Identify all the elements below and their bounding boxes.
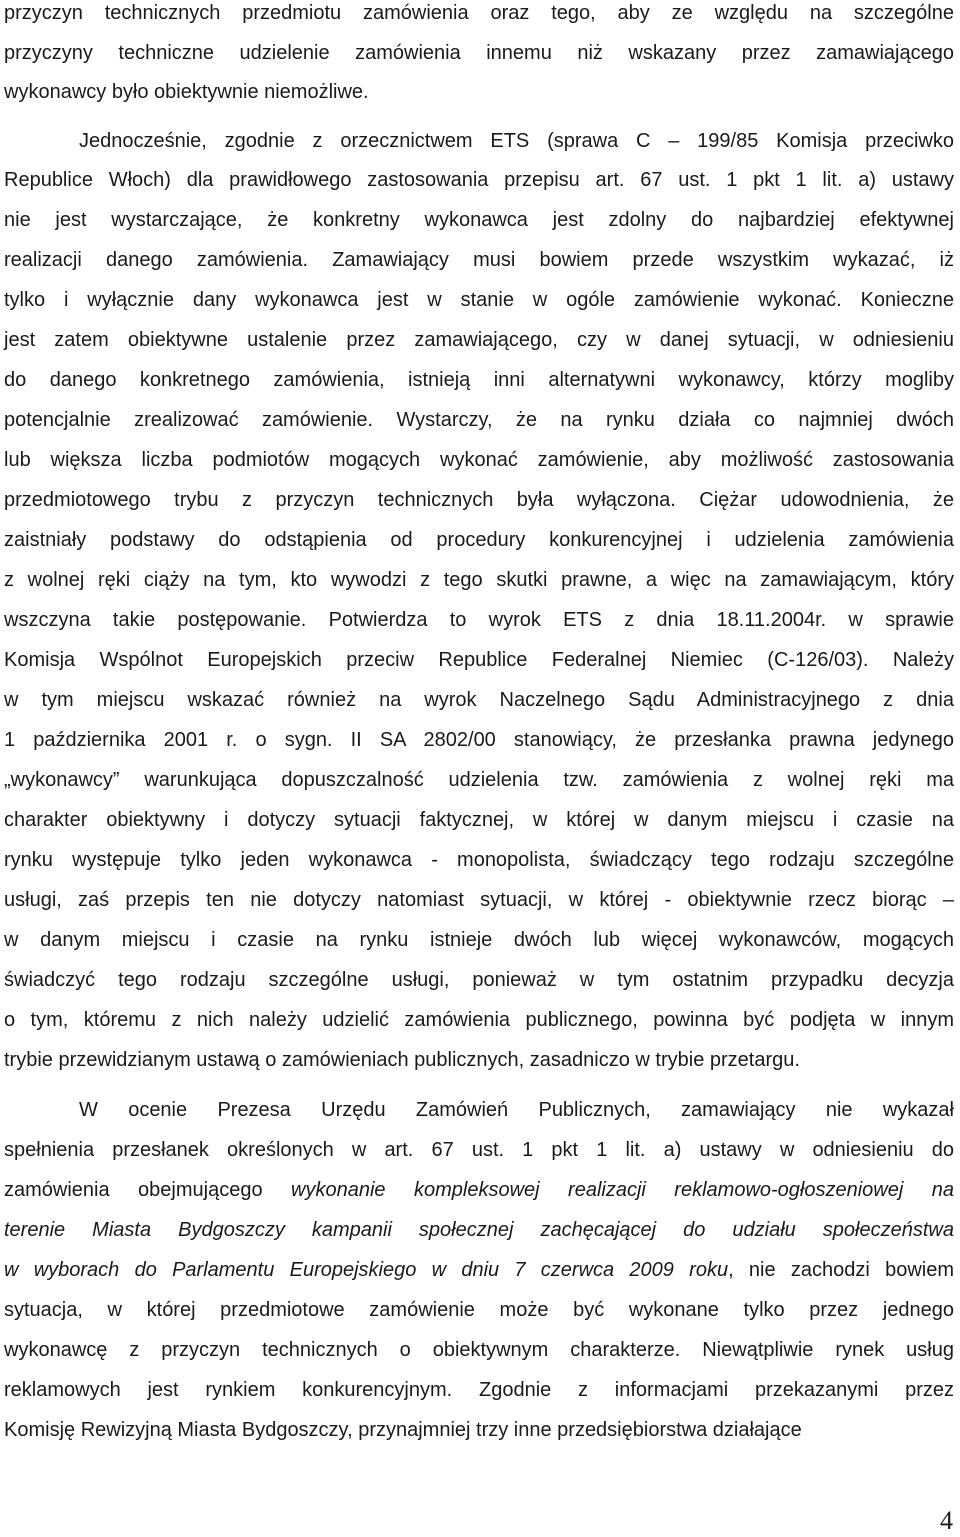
text-segment: nie jest wystarczające, że konkretny wykonawca jest zdolny do najbardziej efektywnej bbox=[4, 209, 954, 231]
text-segment: wszczyna takie postępowanie. Potwierdza to wyrok ETS z dnia 18.11.2004r. w sprawie bbox=[4, 609, 954, 631]
text-line bbox=[4, 167, 954, 193]
text-line bbox=[4, 327, 954, 353]
text-segment: zamówienia obejmującego bbox=[4, 1179, 292, 1201]
text-segment: Komisja Wspólnot Europejskich przeciw Republice Federalnej Niemiec (C-126/03). Należy bbox=[4, 649, 954, 671]
italic-text-segment: w wyborach do Parlamentu Europejskiego w dniu 7 czerwca 2009 roku bbox=[4, 1259, 729, 1281]
text-segment: świadczyć tego rodzaju szczególne usługi, ponieważ w tym ostatnim przypadku decyzja bbox=[4, 969, 954, 991]
text-line bbox=[4, 607, 954, 633]
text-segment: spełnienia przesłanek określonych w art. 67 ust. 1 pkt 1 lit. a) ustawy w odniesieniu do bbox=[4, 1139, 954, 1161]
text-segment: o tym, któremu z nich należy udzielić zamówienia publicznego, powinna być podjęta w innym bbox=[4, 1009, 954, 1031]
text-segment: 1 października 2001 r. o sygn. II SA 2802/00 stanowiący, że przesłanka prawna jedynego bbox=[4, 729, 954, 751]
text-line bbox=[4, 1047, 954, 1073]
text-line bbox=[4, 807, 954, 833]
text-segment: potencjalnie zrealizować zamówienie. Wystarczy, że na rynku działa co najmniej dwóch bbox=[4, 409, 954, 431]
text-segment: w danym miejscu i czasie na rynku istnieje dwóch lub więcej wykonawców, mogących bbox=[4, 929, 954, 951]
text-line bbox=[4, 527, 954, 553]
text-segment: lub większa liczba podmiotów mogących wykonać zamówienie, aby możliwość zastosowania bbox=[4, 449, 954, 471]
text-line bbox=[4, 1337, 954, 1363]
text-line bbox=[4, 967, 954, 993]
text-segment: do danego konkretnego zamówienia, istnieją inni alternatywni wykonawcy, którzy mogliby bbox=[4, 369, 954, 391]
text-line bbox=[4, 687, 954, 713]
text-line bbox=[4, 567, 954, 593]
text-segment: wykonawcy było obiektywnie niemożliwe. bbox=[4, 81, 369, 103]
text-line bbox=[4, 1007, 954, 1033]
text-line bbox=[4, 40, 954, 66]
text-segment: przyczyn technicznych przedmiotu zamówienia oraz tego, aby ze względu na szczególne bbox=[4, 2, 954, 24]
text-line bbox=[79, 128, 954, 154]
text-segment: jest zatem obiektywne ustalenie przez zamawiającego, czy w danej sytuacji, w odniesieniu bbox=[4, 329, 954, 351]
text-line bbox=[4, 447, 954, 473]
text-segment: „wykonawcy” warunkująca dopuszczalność udzielenia tzw. zamówienia z wolnej ręki ma bbox=[4, 769, 954, 791]
text-segment: realizacji danego zamówienia. Zamawiający musi bowiem przede wszystkim wykazać, iż bbox=[4, 249, 954, 271]
page-number: 4 bbox=[940, 1506, 953, 1535]
italic-text-segment: wykonanie kompleksowej realizacji reklamowo-ogłoszeniowej na bbox=[291, 1179, 954, 1201]
text-segment: Republice Włoch) dla prawidłowego zastosowania przepisu art. 67 ust. 1 pkt 1 lit. a) ustawy bbox=[4, 169, 954, 191]
text-line bbox=[4, 0, 954, 26]
text-line bbox=[4, 767, 954, 793]
text-line bbox=[4, 407, 954, 433]
text-segment: przyczyny techniczne udzielenie zamówienia innemu niż wskazany przez zamawiającego bbox=[4, 42, 954, 64]
text-segment: usługi, zaś przepis ten nie dotyczy natomiast sytuacji, w której - obiektywnie rzecz biorąc – bbox=[4, 889, 954, 911]
text-line bbox=[4, 847, 954, 873]
text-line bbox=[4, 1297, 954, 1323]
text-segment: W ocenie Prezesa Urzędu Zamówień Publicznych, zamawiający nie wykazał bbox=[79, 1099, 954, 1121]
text-line bbox=[4, 727, 954, 753]
text-line bbox=[4, 487, 954, 513]
text-line bbox=[4, 1217, 954, 1243]
text-line bbox=[4, 927, 954, 953]
text-segment: charakter obiektywny i dotyczy sytuacji faktycznej, w której w danym miejscu i czasie na bbox=[4, 809, 954, 831]
text-segment: z wolnej ręki ciąży na tym, kto wywodzi z tego skutki prawne, a więc na zamawiającym, który bbox=[4, 569, 954, 591]
text-segment: reklamowych jest rynkiem konkurencyjnym. Zgodnie z informacjami przekazanymi przez bbox=[4, 1379, 954, 1401]
text-segment: trybie przewidzianym ustawą o zamówieniach publicznych, zasadniczo w trybie przetargu. bbox=[4, 1049, 800, 1071]
text-segment: przedmiotowego trybu z przyczyn technicznych była wyłączona. Ciężar udowodnienia, że bbox=[4, 489, 954, 511]
text-line bbox=[4, 247, 954, 273]
text-line bbox=[4, 1257, 954, 1283]
text-segment: , nie zachodzi bowiem bbox=[728, 1259, 954, 1281]
text-segment: Jednocześnie, zgodnie z orzecznictwem ETS (sprawa C – 199/85 Komisja przeciwko bbox=[79, 130, 954, 152]
text-segment: Komisję Rewizyjną Miasta Bydgoszczy, przynajmniej trzy inne przedsiębiorstwa działające bbox=[4, 1419, 802, 1441]
text-segment: wykonawcę z przyczyn technicznych o obiektywnym charakterze. Niewątpliwie rynek usług bbox=[4, 1339, 954, 1361]
text-line bbox=[4, 287, 954, 313]
text-line bbox=[4, 1377, 954, 1403]
text-line bbox=[4, 647, 954, 673]
text-line bbox=[4, 79, 954, 105]
text-line bbox=[4, 1137, 954, 1163]
text-segment: zaistniały podstawy do odstąpienia od procedury konkurencyjnej i udzielenia zamówienia bbox=[4, 529, 954, 551]
italic-text-segment: terenie Miasta Bydgoszczy kampanii społecznej zachęcającej do udziału społeczeństwa bbox=[4, 1219, 954, 1241]
text-segment: rynku występuje tylko jeden wykonawca - monopolista, świadczący tego rodzaju szczególne bbox=[4, 849, 954, 871]
text-line bbox=[4, 887, 954, 913]
text-line bbox=[79, 1097, 954, 1123]
text-line bbox=[4, 367, 954, 393]
text-segment: tylko i wyłącznie dany wykonawca jest w stanie w ogóle zamówienie wykonać. Konieczne bbox=[4, 289, 954, 311]
text-line bbox=[4, 207, 954, 233]
text-segment: sytuacja, w której przedmiotowe zamówienie może być wykonane tylko przez jednego bbox=[4, 1299, 954, 1321]
text-line bbox=[4, 1417, 954, 1443]
text-line bbox=[4, 1177, 954, 1203]
text-segment: w tym miejscu wskazać również na wyrok Naczelnego Sądu Administracyjnego z dnia bbox=[4, 689, 954, 711]
